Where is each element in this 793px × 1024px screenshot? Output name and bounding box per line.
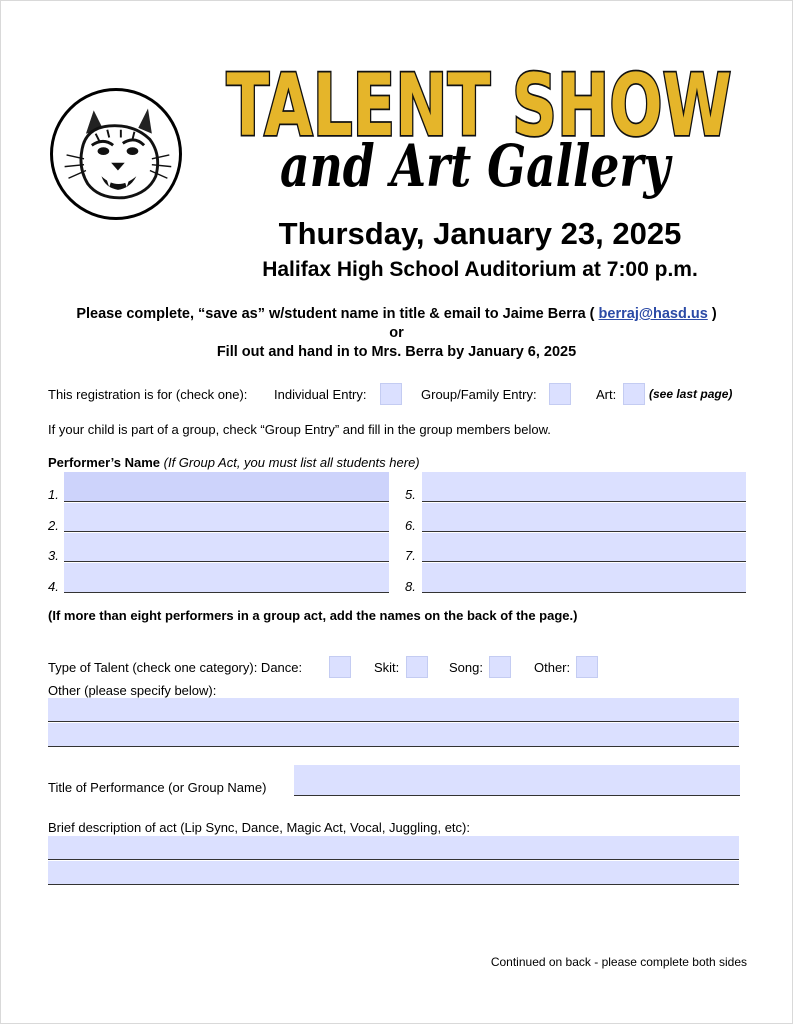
individual-entry-checkbox[interactable]	[380, 383, 402, 405]
performer-number-1: 1.	[48, 487, 59, 502]
instructions-line1	[20, 306, 773, 322]
skit-label: Skit:	[374, 660, 400, 675]
performer-number-8: 8.	[405, 579, 416, 594]
performer-number-2: 2.	[48, 518, 59, 533]
art-label: Art:	[596, 387, 617, 402]
performer-name-field-1[interactable]	[64, 472, 389, 502]
instructions-or: or	[389, 325, 404, 341]
group-entry-label: Group/Family Entry:	[421, 387, 537, 402]
event-venue: Halifax High School Auditorium at 7:00 p.m.	[262, 258, 698, 281]
subtitle-banner	[270, 128, 680, 210]
skit-checkbox[interactable]	[406, 656, 428, 678]
instructions-prefix: Please complete, “save as” w/student name in title & email to Jaime Berra (	[76, 306, 595, 322]
individual-entry-label: Individual Entry:	[274, 387, 367, 402]
registration-label: This registration is for (check one):	[48, 387, 248, 402]
subtitle-art-gallery	[270, 128, 680, 210]
dance-checkbox[interactable]	[329, 656, 351, 678]
group-entry-checkbox[interactable]	[549, 383, 571, 405]
other-specify-label: Other (please specify below):	[48, 683, 217, 698]
performers-heading	[48, 455, 420, 470]
description-field-1[interactable]	[48, 836, 739, 860]
title-line1: TALENT SHOW	[226, 56, 732, 156]
song-checkbox[interactable]	[489, 656, 511, 678]
other-specify-field-1[interactable]	[48, 698, 739, 722]
other-specify-field-2[interactable]	[48, 723, 739, 747]
other-checkbox[interactable]	[576, 656, 598, 678]
art-checkbox[interactable]	[623, 383, 645, 405]
performer-name-field-6[interactable]	[422, 503, 746, 532]
description-field-2[interactable]	[48, 861, 739, 885]
instructions-suffix: )	[711, 306, 717, 322]
talent-label: Type of Talent (check one category): Dance:	[48, 660, 303, 675]
performer-number-6: 6.	[405, 518, 416, 533]
group-note: If your child is part of a group, check “Group Entry” and fill in the group members below.	[48, 422, 551, 437]
performance-title-field[interactable]	[294, 765, 740, 796]
performer-number-3: 3.	[48, 548, 59, 563]
performers-label: Performer’s Name	[48, 455, 160, 470]
performer-number-7: 7.	[405, 548, 416, 563]
performer-number-5: 5.	[405, 487, 416, 502]
performer-name-field-5[interactable]	[422, 472, 746, 502]
performer-name-field-8[interactable]	[422, 563, 746, 593]
performer-name-field-2[interactable]	[64, 503, 389, 532]
title-line2: and Art Gallery	[280, 132, 674, 200]
description-label: Brief description of act (Lip Sync, Dance, Magic Act, Vocal, Juggling, etc):	[48, 820, 470, 835]
bobcat-mascot-icon	[50, 88, 182, 220]
art-note: (see last page)	[649, 387, 733, 401]
performer-name-field-7[interactable]	[422, 533, 746, 562]
performer-number-4: 4.	[48, 579, 59, 594]
bobcat-drawing	[53, 91, 179, 217]
other-label: Other:	[534, 660, 571, 675]
song-label: Song:	[449, 660, 483, 675]
email-link[interactable]: berraj@hasd.us	[598, 306, 708, 322]
performer-name-field-4[interactable]	[64, 563, 389, 593]
performer-name-field-3[interactable]	[64, 533, 389, 562]
instructions-line2: Fill out and hand in to Mrs. Berra by January 6, 2025	[216, 344, 577, 360]
performance-title-label: Title of Performance (or Group Name)	[48, 780, 267, 795]
event-date: Thursday, January 23, 2025	[278, 216, 682, 251]
footer-note: Continued on back - please complete both sides	[490, 955, 747, 969]
more-performers-note: (If more than eight performers in a group act, add the names on the back of the page.)	[48, 608, 578, 623]
performers-note: (If Group Act, you must list all students here)	[163, 455, 420, 470]
